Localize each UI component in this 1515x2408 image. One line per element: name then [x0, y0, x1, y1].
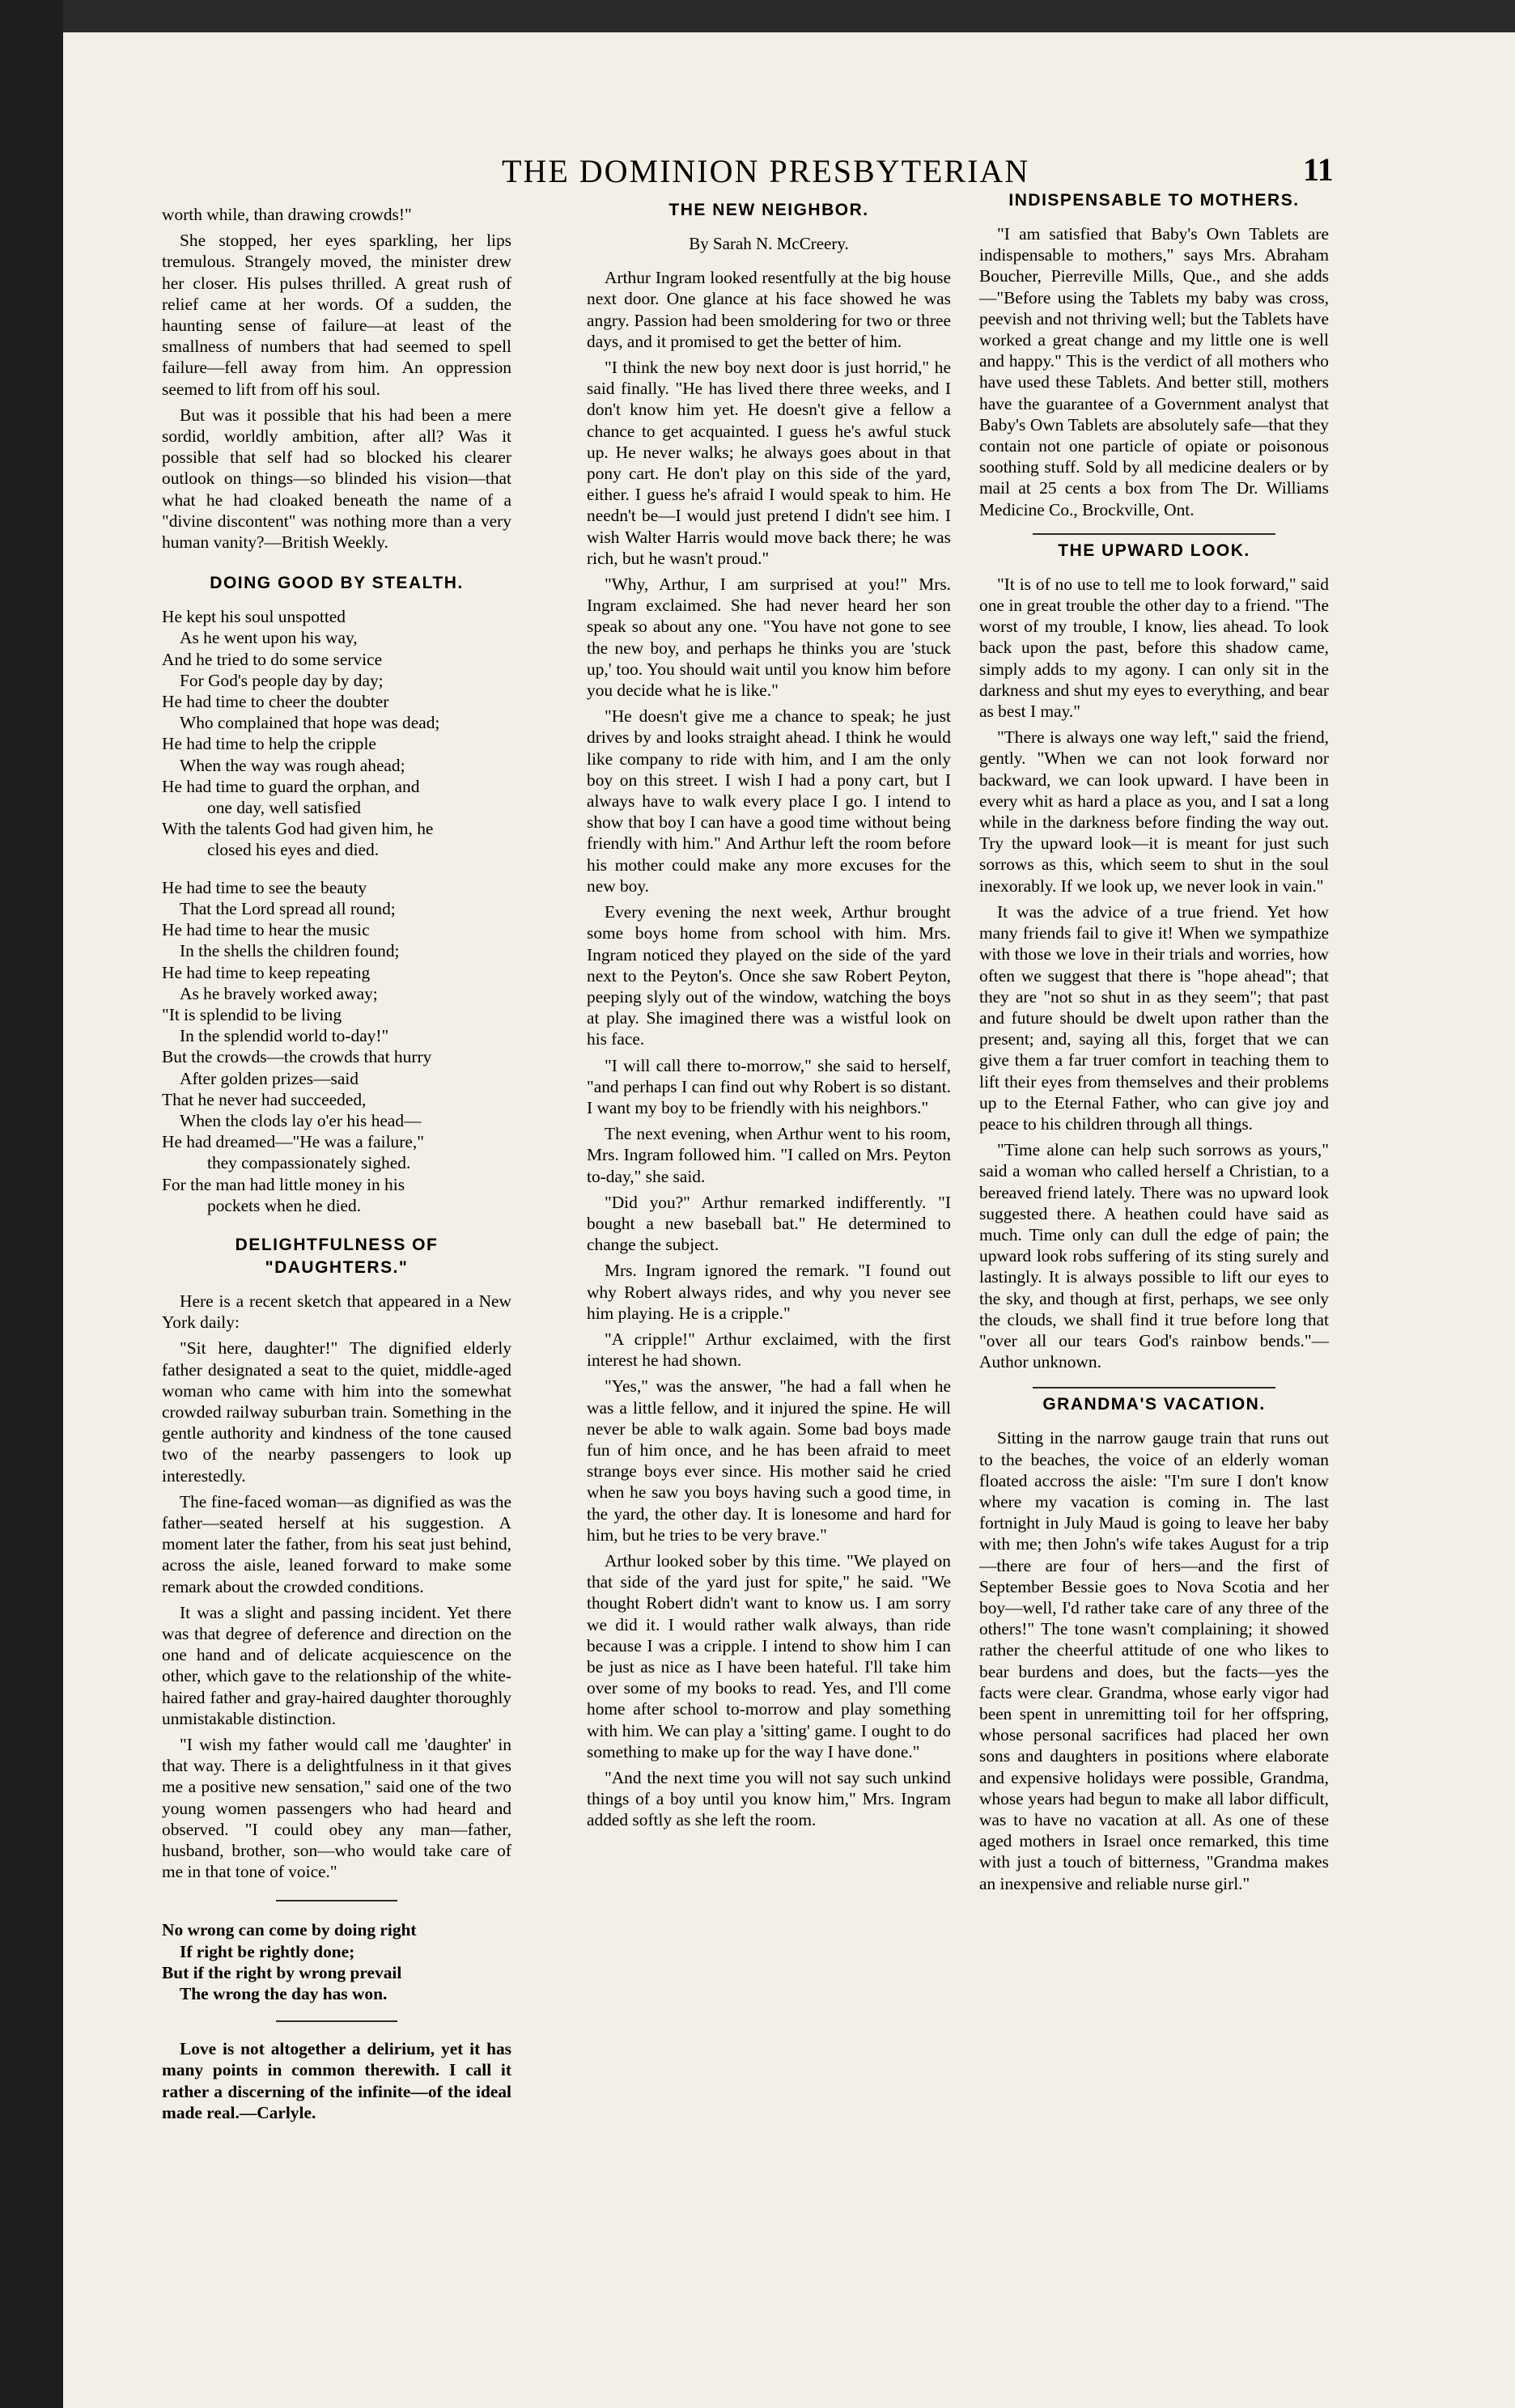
poem-line: For God's people day by day;: [180, 670, 384, 690]
page-number: 11: [1303, 151, 1334, 188]
poem-line: That the Lord spread all round;: [180, 898, 396, 918]
article-title: THE UPWARD LOOK.: [1058, 541, 1250, 560]
poem-line: He had time to keep repeating: [162, 962, 371, 982]
paragraph: "It is of no use to tell me to look forward," said one in great trouble the other day to a friend. "The worst of my trouble, I know, lies ahead. To look back upon the past, before this shadow came, simply adds to my agony. I can only sit in the darkness and shut my eyes to everything, and bear as best I may.": [979, 574, 1329, 722]
poem-line: As he bravely worked away;: [180, 983, 378, 1003]
paragraph: "There is always one way left," said the friend, gently. "When we can not look forward nor backward, we can look upward. I have been in every whit as hard a place as you, and I sat a long while in the darkness before finding the way out. Try the upward look—it is meant for just such sorrows as this, which seem to shut in the soul inexorably. If we look up, we never look in vain.": [979, 727, 1329, 896]
poem-line: He kept his soul unspotted: [162, 607, 346, 627]
poem-line: When the way was rough ahead;: [180, 755, 405, 775]
poem-line: He had dreamed—"He was a failure,": [162, 1132, 424, 1152]
paragraph: "Time alone can help such sorrows as yours," said a woman who called herself a Christian, to a bereaved friend lately. There was no upward look suggested there. A heathen could have said as much. Time only can dull the edge of pain; the upward look robs suffering of its sting surely and lastingly. It is always possible to lift our eyes to the sky, and though at first, perhaps, we see only the clouds, we shall find it true before long that "over all our tears God's rainbow bends."—Author unknown.: [979, 1140, 1329, 1372]
paragraph: "I wish my father would call me 'daughter' in that way. There is a delightfulness in it that gives me a positive new sensation," said one of the two young women passengers who had heard and observed. "I could obey any man—father, husband, brother, son—who would take care of me in that tone of voice.": [162, 1735, 511, 1882]
column-3: [979, 189, 1329, 1899]
poem-line: As he went upon his way,: [180, 628, 358, 648]
paragraph: She stopped, her eyes sparkling, her lips tremulous. Strangely moved, the minister drew her closer. His pulses thrilled. A great rush of relief came at her words. Of a sudden, the haunting sense of failure—at least of the smallness of numbers that had seemed to spell failure—fell away from him. An oppression seemed to lift from off his soul.: [162, 231, 511, 399]
poem-line: He had time to guard the orphan, and: [162, 776, 420, 796]
masthead-title: THE DOMINION PRESBYTERIAN: [502, 153, 1030, 189]
scan-margin: [0, 0, 63, 2408]
divider: [1033, 533, 1275, 535]
paragraph: "I think the new boy next door is just horrid," he said finally. "He has lived there three weeks, and I don't know him yet. He doesn't give a fellow a chance to get acquainted. I guess he's awful stuck up. He never walks; he always goes about in that pony cart. He don't play on this side of the yard, either. I guess he's afraid I would speak to him. He needn't be—I would just pretend I didn't see him. I wish Walter Harris would move back there; he was rich, but he wasn't proud.": [587, 358, 951, 568]
poem-title: DOING GOOD BY STEALTH.: [210, 574, 464, 593]
poem-line: "It is splendid to be living: [162, 1004, 342, 1024]
paragraph: The next evening, when Arthur went to his room, Mrs. Ingram followed him. "I called on Mrs. Peyton to-day," she said.: [587, 1124, 951, 1186]
verse-line: But if the right by wrong prevail: [162, 1962, 402, 1982]
divider: [276, 1900, 397, 1901]
paragraph: Here is a recent sketch that appeared in a New York daily:: [162, 1291, 511, 1333]
paragraph: worth while, than drawing crowds!": [162, 205, 412, 224]
poem-line: closed his eyes and died.: [207, 840, 380, 860]
poem-line: In the shells the children found;: [180, 941, 400, 961]
paragraph: Mrs. Ingram ignored the remark. "I found out why Robert always rides, and why you never see him playing. He is a cripple.": [587, 1261, 951, 1323]
poem-line: He had time to see the beauty: [162, 877, 367, 897]
poem-line: they compassionately sighed.: [207, 1153, 411, 1173]
paragraph: But was it possible that his had been a mere sordid, worldly ambition, after all? Was it possible that self had so blocked his clearer outlook on things—so blinded his vision—that what he had cloaked beneath the name of a "divine discontent" was nothing more than a very human vanity?—British Weekly.: [162, 405, 511, 553]
article-title: INDISPENSABLE TO MOTHERS.: [1008, 191, 1300, 210]
paragraph: "I will call there to-morrow," she said to herself, "and perhaps I can find out why Robert is so distant. I want my boy to be friendly with his neighbors.": [587, 1055, 951, 1117]
column-1: [162, 204, 511, 2128]
paragraph: "Did you?" Arthur remarked indifferently. "I bought a new baseball bat." He determined to change the subject.: [587, 1192, 951, 1255]
paragraph: Every evening the next week, Arthur brought some boys home from school with him. Mrs. Ingram noticed they played on the side of the yard next to the Peyton's. Once she saw Robert Peyton, peeping slyly out of the window, watching the boys at play. She imagined there was a wistful look on his face.: [587, 902, 951, 1049]
poem-line: Who complained that hope was dead;: [180, 713, 440, 733]
paragraph: Sitting in the narrow gauge train that runs out to the beaches, the voice of an elderly woman floated accross the aisle: "I'm sure I don't know where my vacation is coming in. The last fortnight in July Maud is going to leave her baby with me; then John's wife takes August for a trip—there are four of hers—and the first of September Bessie goes to Nova Scotia and her boy—well, I'd rather take care of any three of the others!" The tone wasn't complaining; it showed rather the cheerful attitude of one who likes to bear burdens and does, but the facts—yes the facts were clear. Grandma, whose early vigor had been spent in unremitting toil for her offspring, whose personal sacrifices had placed her own sons and daughters in positions where elaborate and expensive holidays were possible, Grandma, whose years had begun to make all labor difficult, was to have no vacation at all. As one of these aged mothers in Israel once remarked, this time with just a touch of bitterness, "Grandma makes an inexpensive and reliable nurse girl.": [979, 1428, 1329, 1893]
poem-line: one day, well satisfied: [207, 798, 361, 818]
paragraph: Arthur looked sober by this time. "We played on that side of the yard just for spite," he said. "We thought Robert didn't want to know us. I am sorry we did it. I would rather walk always, than ride because I was a cripple. I intend to show him I can be just as nice as I have been hateful. I'll take him over some of my books to read. Yes, and I'll come home after school to-morrow and play something with him. We can play a 'sitting' game. I ought to do something to make up for the way I have done.": [587, 1550, 951, 1761]
paragraph: "Sit here, daughter!" The dignified elderly father designated a seat to the quiet, middle-aged woman who came with him into the somewhat crowded railway suburban train. Something in the gentle authority and kindness of the tone caused two of the nearby passengers to look up interestedly.: [162, 1338, 511, 1486]
poem-line: He had time to hear the music: [162, 920, 370, 940]
poem-line: With the talents God had given him, he: [162, 819, 434, 839]
poem-line: He had time to cheer the doubter: [162, 692, 389, 712]
quote: Love is not altogether a delirium, yet it has many points in common therewith. I call it rather a discerning of the infinite—of the ideal made real.—Carlyle.: [162, 2039, 511, 2122]
poem-line: pockets when he died.: [207, 1195, 362, 1215]
article-title: DELIGHTFULNESS OF "DAUGHTERS.": [235, 1235, 439, 1277]
poem-line: When the clods lay o'er his head—: [180, 1110, 422, 1130]
paragraph: "He doesn't give me a chance to speak; he just drives by and looks straight ahead. I think he would like company to ride with him, and I am the only boy on this street. I wish I had a pony cart, but I always have to walk every place I go. I intend to show that boy I can have a good time without being friendly with him." And Arthur left the room before his mother could make any more excuses for the new boy.: [587, 706, 951, 896]
paragraph: "Yes," was the answer, "he had a fall when he was a little fellow, and it injured the spine. He will never be able to walk again. Some bad boys made fun of him once, and he has been afraid to meet strange boys ever since. His mother said he cried when he saw you boys having such a good time, in the yard, the other day. It is lonesome and hard for him, but he tries to be very brave.": [587, 1376, 951, 1545]
poem-line: And he tried to do some service: [162, 649, 383, 669]
poem-stanza: [162, 606, 511, 860]
paragraph: It was a slight and passing incident. Yet there was that degree of deference and direction on the one hand and of delicate acquiescence on the other, which gave to the relationship of the white-haired father and gray-haired daughter thoroughly unmistakable distinction.: [162, 1602, 511, 1728]
paragraph: "I am satisfied that Baby's Own Tablets are indispensable to mothers," says Mrs. Abraham Boucher, Pierreville Mills, Que., and she adds—"Before using the Tablets my baby was cross, peevish and not thriving well; but the Tablets have worked a great change and my little one is well and happy." This is the verdict of all mothers who have used these Tablets. And better still, mothers have the guarantee of a Government analyst that Baby's Own Tablets are absolutely safe—that they contain not one particle of opiate or poisonous soothing stuff. Sold by all medicine dealers or by mail at 25 cents a box from The Dr. Williams Medicine Co., Brockville, Ont.: [979, 224, 1329, 519]
divider: [276, 2020, 397, 2022]
poem-line: He had time to help the cripple: [162, 734, 376, 754]
poem-line: For the man had little money in his: [162, 1174, 405, 1194]
poem-line: That he never had succeeded,: [162, 1089, 367, 1109]
byline: By Sarah N. McCreery.: [689, 234, 849, 253]
verse-line: No wrong can come by doing right: [162, 1920, 417, 1940]
column-2: [587, 199, 951, 1836]
paragraph: Arthur Ingram looked resentfully at the big house next door. One glance at his face showed he was angry. Passion had been smoldering for two or three days, and it promised to get the better of him.: [587, 268, 951, 351]
poem-line: In the splendid world to-day!": [180, 1026, 389, 1046]
poem-line: But the crowds—the crowds that hurry: [162, 1047, 432, 1067]
verse-line: If right be rightly done;: [180, 1941, 355, 1961]
paragraph: "A cripple!" Arthur exclaimed, with the first interest he had shown.: [587, 1329, 951, 1371]
divider: [1033, 1387, 1275, 1388]
verse: [162, 1919, 511, 2004]
poem-stanza: [162, 877, 511, 1216]
paragraph: "Why, Arthur, I am surprised at you!" Mrs. Ingram exclaimed. She had never heard her son speak so about any one. "You have not gone to see the new boy, and perhaps he thinks you are 'stuck up,' too. You should wait until you know him before you decide what he is like.": [587, 574, 951, 701]
paragraph: It was the advice of a true friend. Yet how many friends fail to give it! When we sympathize with those we love in their trials and worries, how often we suggest that there is "hope ahead"; that they are "not so shut in as they seem"; that past and future should be dwelt upon rather than the present; and, saying all this, forget that we can give them a far truer comfort in teaching them to lift their eyes from themselves and their problems up to the Eternal Father, who can give joy and peace to his children through all things.: [979, 901, 1329, 1134]
article-title: THE NEW NEIGHBOR.: [668, 201, 869, 219]
poem-line: After golden prizes—said: [180, 1068, 359, 1088]
verse-line: The wrong the day has won.: [180, 1984, 388, 2004]
article-title: GRANDMA'S VACATION.: [1042, 1395, 1266, 1414]
paragraph: The fine-faced woman—as dignified as was the father—seated herself at his suggestion. A moment later the father, from his seat just behind, across the aisle, leaned forward to make some remark about the crowded conditions.: [162, 1491, 511, 1596]
paragraph: "And the next time you will not say such unkind things of a boy until you know him," Mrs. Ingram added softly as she left the room.: [587, 1768, 951, 1830]
